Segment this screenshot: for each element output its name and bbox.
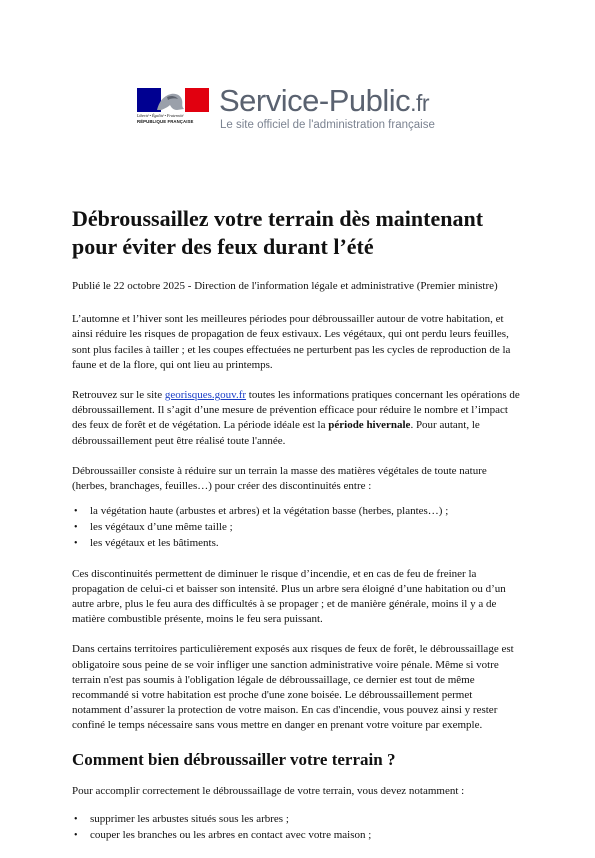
brand-name: Service-Public <box>219 83 411 118</box>
republic-name: RÉPUBLIQUE FRANÇAISE <box>137 119 194 124</box>
marianne-flag-icon <box>137 88 209 112</box>
list-item: • les végétaux d’une même taille ; <box>90 520 524 536</box>
republique-francaise-logo <box>137 88 211 134</box>
site-brand[interactable] <box>219 84 429 120</box>
georisques-link[interactable]: georisques.gouv.fr <box>164 389 247 402</box>
discontinuities-list <box>72 504 524 551</box>
republic-motto: Liberté • Égalité • Fraternité <box>137 113 184 118</box>
site-header <box>137 84 467 134</box>
list-item: • supprimer les arbustes situés sous les arbres ; <box>90 812 524 828</box>
paragraph-2-end: . Pour autant, le débroussaillement peut être réalisé toute l'année. <box>72 419 480 447</box>
paragraph-2-intro: Retrouvez sur le site <box>72 389 165 402</box>
paragraph-5: Dans certains territoires particulièrement exposés aux risques de feux de forêt, le débroussaillage est obligatoire sous peine de se voir infliger une sanction administrative voire pénale. Même si votre terrain n'est pas soumis à l'obligation légale de débroussaillage, ce dernier est tout de même recommandé si votre habitation est proche d'une zone boisée. Le débroussaillement permet notamment d’assurer la protection de votre maison. En cas d'incendie, vous pouvez ainsi y rester confiné le temps nécessaire sans vous mettre en danger en prenant votre voiture par exemple. <box>72 643 514 732</box>
site-tagline: Le site officiel de l'administration française <box>220 119 435 131</box>
paragraph-2-emphasis: période hivernale <box>328 419 411 432</box>
paragraph-4: Ces discontinuités permettent de diminuer le risque d’incendie, et en cas de feu de freiner la propagation de celui-ci et baisser son intensité. Plus un arbre sera éloigné d’une habitation ou d’un autre arbre, plus le feu aura des difficultés à se propager ; et de manière générale, moins il y a de matière combustible présente, moins le feu sera puissant. <box>72 567 506 626</box>
list-item: • couper les branches ou les arbres en contact avec votre maison ; <box>90 828 524 844</box>
brand-tld: .fr <box>410 90 430 116</box>
list-item: • la végétation haute (arbustes et arbres) et la végétation basse (herbes, plantes…) ; <box>90 504 524 520</box>
paragraph-3: Débroussailler consiste à réduire sur un terrain la masse des matières végétales de toute nature (herbes, branchages, feuilles…) pour créer des discontinuités entre : <box>72 464 487 493</box>
paragraph-1: L’automne et l’hiver sont les meilleures périodes pour débroussailler autour de votre habitation, et ainsi réduire les risques de propagation de feux estivaux. Les végétaux, qui ont perdu leurs feuilles, sont plus faciles à tailler ; et les coupes effectuées ne perturbent pas les cycles de reproduction de la faune et de la flore, qui ont lieu au printemps. <box>72 313 511 371</box>
section-heading: Comment bien débroussailler votre terrain ? <box>72 749 396 769</box>
article <box>72 205 524 858</box>
article-title: Débroussaillez votre terrain dès maintenant pour éviter des feux durant l’été <box>72 206 484 259</box>
list-item: • les végétaux et les bâtiments. <box>90 536 524 552</box>
actions-list <box>72 812 524 844</box>
paragraph-6: Pour accomplir correctement le débroussaillage de votre terrain, vous devez notamment : <box>72 784 465 797</box>
publication-info: Publié le 22 octobre 2025 - Direction de l'information légale et administrative (Premier ministre) <box>72 280 498 292</box>
paragraph-2-body: toutes les informations pratiques concernant les opérations de débroussaillement. Il s’agit d’une mesure de prévention efficace pour réduire le nombre et l’impact des feux de forêt et de végétation. La période idéale est la <box>72 389 520 432</box>
paragraph-2 <box>72 388 524 449</box>
